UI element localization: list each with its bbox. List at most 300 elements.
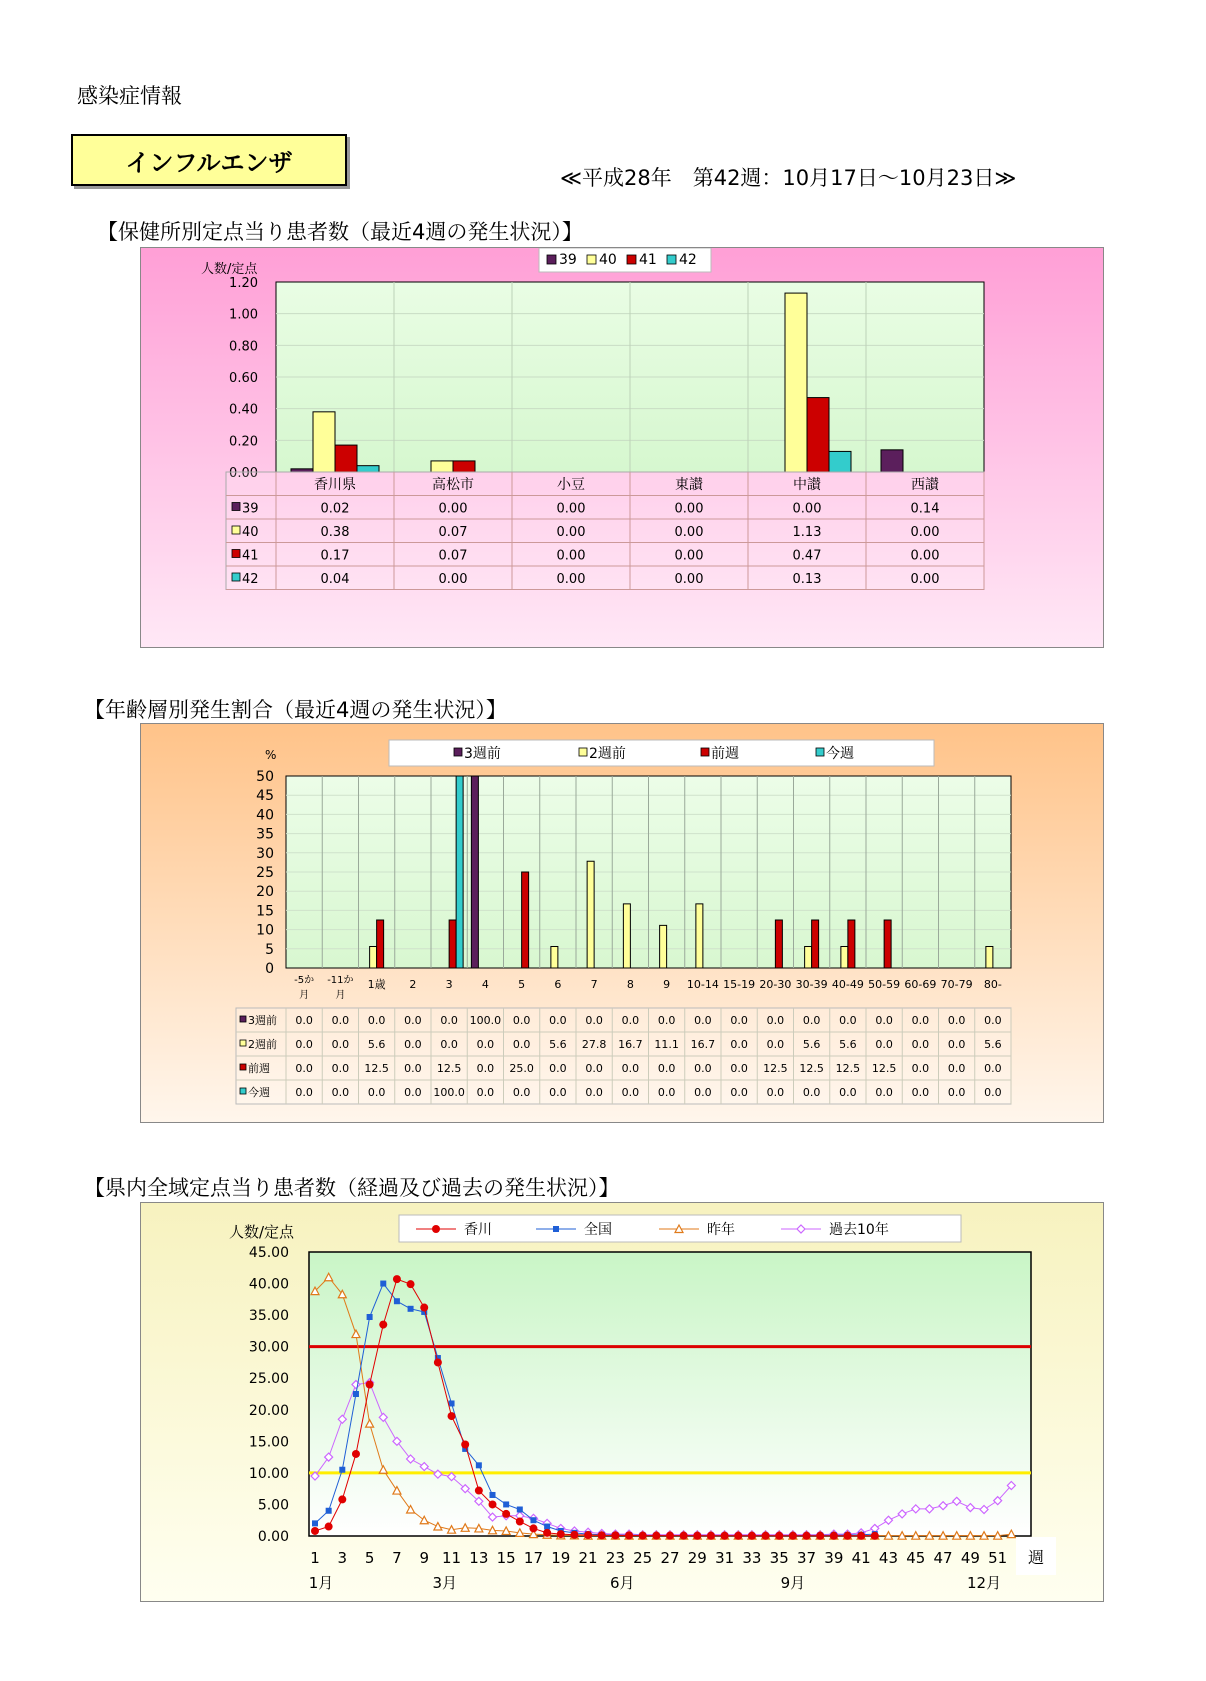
chart2-data-label: 0.0 <box>440 1038 458 1051</box>
bar-39-西讃 <box>881 450 903 472</box>
chart1-data-label: 0.04 <box>320 572 350 587</box>
chart3-x-tick: 25 <box>633 1549 653 1567</box>
legend-swatch-3週前 <box>454 748 462 756</box>
chart3-x-tick: 23 <box>605 1549 625 1567</box>
point-香川-w30 <box>707 1532 715 1540</box>
point-香川-w33 <box>748 1532 756 1540</box>
section-title-trend: 【県内全域定点当り患者数（経過及び過去の発生状況）】 <box>84 1176 620 1200</box>
chart2-data-label: 0.0 <box>694 1014 712 1027</box>
chart3-x-tick: 35 <box>769 1549 789 1567</box>
chart2-data-label: 0.0 <box>766 1086 785 1099</box>
chart1-data-label: 0.47 <box>792 548 822 564</box>
chart3-x-tick: 19 <box>551 1549 571 1567</box>
chart2-data-label: 0.0 <box>911 1062 930 1075</box>
point-香川-w10 <box>434 1358 442 1366</box>
chart3-plot-area <box>309 1252 1031 1536</box>
legend-label-2週前: 2週前 <box>589 746 626 762</box>
chart2-y-tick: 0 <box>265 961 274 977</box>
legend-label-40: 40 <box>599 252 617 268</box>
chart2-data-label: 0.0 <box>875 1086 893 1099</box>
chart1-data-label: 0.00 <box>556 572 586 587</box>
bar-前週-5 <box>522 872 529 968</box>
chart3-y-tick: 30.00 <box>248 1339 289 1356</box>
bar-2週前-9 <box>660 925 667 968</box>
chart2-data-label: 100.0 <box>433 1086 465 1099</box>
legend-label-前週: 前週 <box>711 746 739 762</box>
chart3-y-tick: 15.00 <box>248 1434 289 1451</box>
x-axis-unit: 週 <box>1016 1537 1056 1575</box>
chart2-data-label: 0.0 <box>802 1014 821 1027</box>
chart2-y-tick: 30 <box>256 845 274 862</box>
point-香川-w34 <box>762 1532 770 1540</box>
chart2-data-label: 0.0 <box>476 1038 495 1051</box>
chart2-category-label: 7 <box>590 978 598 991</box>
chart2-y-tick: 35 <box>256 826 274 843</box>
chart3-x-tick: 51 <box>988 1549 1008 1567</box>
legend-swatch-39 <box>547 255 556 264</box>
bar-40-高松市 <box>431 461 453 472</box>
chart2-data-label: 0.0 <box>295 1086 313 1099</box>
bar-41-中讃 <box>807 398 829 472</box>
chart3-y-tick: 25.00 <box>248 1371 289 1388</box>
chart3-x-tick: 43 <box>878 1549 899 1567</box>
point-香川-w4 <box>352 1450 360 1458</box>
chart2-data-label: 0.0 <box>404 1062 422 1075</box>
chart2-category-label: 40-49 <box>831 978 864 991</box>
point-香川-w1 <box>311 1527 319 1535</box>
point-香川-w18 <box>543 1529 551 1537</box>
point-香川-w19 <box>557 1530 565 1538</box>
chart2-data-label: 0.0 <box>730 1062 748 1075</box>
chart1-category-label: 高松市 <box>432 477 474 493</box>
chart1-data-label: 0.38 <box>320 525 350 540</box>
chart2-y-tick: 15 <box>256 903 274 920</box>
point-香川-w41 <box>857 1532 865 1540</box>
chart2-category-label: 70-79 <box>940 978 973 991</box>
chart2-data-label: 0.0 <box>730 1014 748 1027</box>
chart1-row-label-40: 40 <box>242 525 259 540</box>
bar-42-中讃 <box>829 451 851 472</box>
chart2-data-label: 0.0 <box>512 1038 531 1051</box>
chart3-month-label: 1月 <box>308 1574 334 1592</box>
chart2-data-label: 5.6 <box>367 1038 386 1051</box>
bar-前週-50-59 <box>884 920 891 968</box>
chart2-category-label: 80- <box>983 978 1002 991</box>
bar-前週-40-49 <box>848 920 855 968</box>
chart3-x-tick: 15 <box>496 1549 516 1567</box>
chart3-y-tick: 40.00 <box>248 1276 289 1293</box>
legend-swatch-2週前 <box>579 748 587 756</box>
chart-trend <box>141 1203 1103 1601</box>
chart2-data-label: 0.0 <box>295 1062 313 1075</box>
chart2-y-tick: 45 <box>256 788 274 805</box>
chart1-data-label: 0.02 <box>320 501 350 517</box>
chart3-month-label: 9月 <box>780 1574 806 1592</box>
point-香川-w39 <box>830 1532 838 1540</box>
chart2-data-label: 0.0 <box>730 1086 748 1099</box>
point-全国-w18 <box>544 1524 550 1530</box>
section-title-age-group: 【年齢層別発生割合（最近4週の発生状況）】 <box>84 698 507 722</box>
point-全国-w3 <box>339 1467 345 1473</box>
point-香川-w36 <box>789 1532 797 1540</box>
chart2-data-label: 0.0 <box>984 1014 1002 1027</box>
chart2-data-label: 0.0 <box>657 1062 676 1075</box>
chart2-data-label: 0.0 <box>911 1014 930 1027</box>
chart2-category-label: -5か月 <box>294 975 315 1001</box>
chart2-data-label: 0.0 <box>657 1014 676 1027</box>
bar-2週前-7 <box>587 861 594 968</box>
chart2-data-label: 0.0 <box>839 1014 857 1027</box>
legend-marker-全国 <box>553 1226 559 1232</box>
chart1-data-label: 0.07 <box>438 548 468 564</box>
chart3-y-tick: 5.00 <box>257 1497 289 1514</box>
chart3-x-tick: 21 <box>578 1549 598 1567</box>
point-香川-w22 <box>598 1531 606 1539</box>
legend-swatch-前週 <box>701 748 709 756</box>
chart3-x-tick: 11 <box>441 1549 462 1567</box>
chart3-x-tick: 9 <box>419 1549 430 1567</box>
chart3-x-tick: 5 <box>364 1549 375 1567</box>
point-香川-w14 <box>489 1500 497 1508</box>
point-全国-w14 <box>490 1492 496 1498</box>
chart2-data-label: 5.6 <box>802 1038 821 1051</box>
legend-swatch-今週 <box>816 748 824 756</box>
legend-swatch-41 <box>627 255 636 264</box>
point-香川-w28 <box>680 1532 688 1540</box>
chart2-data-label: 0.0 <box>295 1038 313 1051</box>
chart2-category-label: 9 <box>663 978 671 991</box>
chart2-data-label: 0.0 <box>367 1014 386 1027</box>
point-香川-w24 <box>625 1531 633 1539</box>
chart2-category-label: 2 <box>409 978 417 991</box>
point-香川-w2 <box>325 1523 333 1531</box>
bar-42-香川県 <box>357 466 379 472</box>
chart2-row-swatch-2週前 <box>240 1040 246 1046</box>
bar-2週前-80- <box>986 946 993 968</box>
point-全国-w5 <box>367 1314 373 1320</box>
chart1-row-swatch-39 <box>232 503 240 511</box>
point-全国-w7 <box>394 1298 400 1304</box>
chart2-data-label: 0.0 <box>947 1062 966 1075</box>
chart1-data-label: 0.00 <box>910 572 940 587</box>
chart3-month-label: 6月 <box>609 1574 635 1592</box>
point-全国-w17 <box>530 1517 536 1523</box>
chart2-data-label: 0.0 <box>404 1014 422 1027</box>
point-香川-w42 <box>871 1532 879 1540</box>
point-香川-w27 <box>666 1532 674 1540</box>
point-香川-w20 <box>570 1531 578 1539</box>
chart1-data-label: 1.13 <box>792 525 822 540</box>
chart2-y-tick: 20 <box>256 884 274 901</box>
point-香川-w31 <box>721 1532 729 1540</box>
chart1-row-swatch-41 <box>232 550 240 558</box>
chart2-data-label: 0.0 <box>875 1014 893 1027</box>
chart3-x-tick: 33 <box>742 1549 762 1567</box>
chart3-x-tick: 49 <box>960 1549 980 1567</box>
chart2-data-label: 5.6 <box>984 1038 1002 1051</box>
chart3-x-tick: 31 <box>715 1549 735 1567</box>
chart2-data-label: 0.0 <box>331 1038 350 1051</box>
point-香川-w3 <box>338 1495 346 1503</box>
chart2-data-label: 5.6 <box>839 1038 857 1051</box>
chart1-data-label: 0.00 <box>674 501 704 517</box>
chart3-x-tick: 45 <box>906 1549 926 1567</box>
bar-2週前-1歳 <box>370 946 377 968</box>
chart1-data-label: 0.00 <box>556 525 586 540</box>
legend-label-香川: 香川 <box>464 1222 492 1238</box>
chart2-data-label: 16.7 <box>618 1038 643 1051</box>
chart2-category-label: 10-14 <box>686 978 719 991</box>
chart1-data-label: 0.07 <box>438 525 468 540</box>
chart2-category-label: 20-30 <box>759 978 792 991</box>
point-香川-w12 <box>461 1440 469 1448</box>
point-全国-w6 <box>380 1281 386 1287</box>
chart2-data-label: 0.0 <box>947 1038 966 1051</box>
chart2-category-label: -11か月 <box>327 975 354 1001</box>
chart2-data-label: 0.0 <box>621 1086 640 1099</box>
chart2-data-label: 0.0 <box>549 1086 567 1099</box>
point-香川-w38 <box>816 1532 824 1540</box>
chart1-row-swatch-40 <box>232 526 240 534</box>
point-香川-w6 <box>379 1321 387 1329</box>
chart3-y-tick: 20.00 <box>248 1402 289 1419</box>
chart2-data-label: 0.0 <box>730 1038 748 1051</box>
chart2-data-label: 0.0 <box>621 1014 640 1027</box>
chart2-category-label: 5 <box>518 978 526 991</box>
chart3-y-tick: 45.00 <box>248 1245 289 1261</box>
point-香川-w35 <box>775 1532 783 1540</box>
point-香川-w37 <box>803 1532 811 1540</box>
legend-label-3週前: 3週前 <box>464 746 501 762</box>
section-title-health-center: 【保健所別定点当り患者数（最近4週の発生状況）】 <box>97 220 583 244</box>
chart2-data-label: 0.0 <box>585 1086 603 1099</box>
chart2-data-label: 27.8 <box>581 1038 607 1051</box>
chart2-data-label: 12.5 <box>436 1062 462 1075</box>
point-香川-w5 <box>366 1381 374 1389</box>
chart2-category-label: 1歳 <box>367 978 386 991</box>
legend-label-過去10年: 過去10年 <box>829 1222 889 1238</box>
chart1-row-label-42: 42 <box>242 572 259 587</box>
chart2-data-label: 0.0 <box>984 1086 1002 1099</box>
chart3-x-tick: 17 <box>523 1549 544 1567</box>
chart2-y-tick: 50 <box>256 769 274 785</box>
chart1-y-tick: 0.40 <box>229 402 258 418</box>
chart2-data-label: 0.0 <box>549 1062 567 1075</box>
point-香川-w9 <box>420 1304 428 1312</box>
chart1-data-label: 0.00 <box>556 548 586 564</box>
legend-label-昨年: 昨年 <box>707 1222 735 1238</box>
chart2-y-tick: 5 <box>265 941 274 958</box>
chart2-data-label: 0.0 <box>585 1062 603 1075</box>
point-香川-w25 <box>639 1532 647 1540</box>
point-香川-w13 <box>475 1487 483 1495</box>
bar-2週前-10-14 <box>696 904 703 968</box>
chart2-data-label: 0.0 <box>367 1086 386 1099</box>
chart1-row-label-39: 39 <box>242 501 259 517</box>
point-香川-w16 <box>516 1517 524 1525</box>
point-全国-w11 <box>449 1400 455 1406</box>
chart2-data-label: 0.0 <box>549 1014 567 1027</box>
point-香川-w8 <box>407 1280 415 1288</box>
chart1-data-label: 0.14 <box>910 501 940 517</box>
legend-marker-香川 <box>432 1225 440 1233</box>
chart1-data-label: 0.00 <box>438 501 468 517</box>
chart2-category-label: 4 <box>481 978 489 991</box>
chart3-x-tick: 39 <box>824 1549 844 1567</box>
chart1-data-label: 0.00 <box>910 548 940 564</box>
bar-前週-20-30 <box>775 920 782 968</box>
chart2-row-swatch-今週 <box>240 1088 246 1094</box>
chart-health-center <box>141 248 1103 647</box>
chart2-data-label: 0.0 <box>694 1086 712 1099</box>
point-香川-w26 <box>652 1532 660 1540</box>
bar-41-高松市 <box>453 461 475 472</box>
chart1-row-swatch-42 <box>232 573 240 581</box>
chart2-data-label: 0.0 <box>766 1038 785 1051</box>
point-香川-w15 <box>502 1510 510 1518</box>
chart2-data-label: 0.0 <box>295 1014 313 1027</box>
point-香川-w29 <box>693 1532 701 1540</box>
chart2-category-label: 15-19 <box>723 978 756 991</box>
bar-前週-1歳 <box>377 920 384 968</box>
chart2-data-label: 0.0 <box>331 1062 350 1075</box>
chart3-month-label: 3月 <box>432 1574 457 1592</box>
bar-今週-3 <box>456 776 463 968</box>
chart3-x-tick: 7 <box>392 1549 402 1567</box>
chart1-data-label: 0.00 <box>438 572 468 587</box>
chart2-category-label: 6 <box>554 978 562 991</box>
legend-label-42: 42 <box>679 252 697 268</box>
chart2-data-label: 0.0 <box>331 1086 350 1099</box>
point-全国-w4 <box>353 1391 359 1397</box>
point-香川-w23 <box>611 1531 619 1539</box>
chart2-data-label: 5.6 <box>549 1038 567 1051</box>
chart2-data-label: 0.0 <box>766 1014 785 1027</box>
chart1-data-label: 0.00 <box>674 525 704 540</box>
chart2-data-label: 0.0 <box>947 1014 966 1027</box>
point-全国-w2 <box>326 1508 332 1514</box>
chart-panel-age-group <box>140 723 1104 1123</box>
chart2-data-label: 0.0 <box>476 1086 495 1099</box>
chart1-data-label: 0.00 <box>910 525 940 540</box>
chart1-data-label: 0.00 <box>792 501 822 517</box>
chart3-month-label: 12月 <box>966 1574 1002 1592</box>
chart3-y-tick: 0.00 <box>257 1529 289 1545</box>
chart1-y-tick: 0.20 <box>229 434 258 450</box>
chart2-data-label: 0.0 <box>984 1062 1002 1075</box>
report-period: ≪平成28年 第42週：10月17日～10月23日≫ <box>560 166 1017 190</box>
chart2-row-label-前週: 前週 <box>248 1062 270 1075</box>
chart-age-group <box>141 724 1103 1122</box>
bar-2週前-40-49 <box>841 946 848 968</box>
legend-label-全国: 全国 <box>584 1222 612 1238</box>
point-香川-w17 <box>529 1524 537 1532</box>
chart1-data-label: 0.00 <box>674 548 704 564</box>
chart2-row-label-2週前: 2週前 <box>248 1038 277 1051</box>
point-全国-w1 <box>312 1520 318 1526</box>
bar-前週-3 <box>449 920 456 968</box>
chart2-data-label: 0.0 <box>911 1038 930 1051</box>
chart3-y-tick: 35.00 <box>248 1308 289 1325</box>
chart1-row-label-41: 41 <box>242 548 259 564</box>
chart1-category-label: 中讃 <box>793 477 821 493</box>
chart2-data-label: 0.0 <box>512 1014 531 1027</box>
legend-swatch-42 <box>667 255 676 264</box>
legend-label-41: 41 <box>639 252 657 268</box>
chart2-data-label: 0.0 <box>802 1086 821 1099</box>
chart2-data-label: 0.0 <box>404 1038 422 1051</box>
chart2-y-tick: 40 <box>256 807 274 824</box>
chart2-data-label: 0.0 <box>911 1086 930 1099</box>
bar-2週前-6 <box>551 946 558 968</box>
chart2-category-label: 8 <box>626 978 634 991</box>
document-title: 感染症情報 <box>77 84 182 108</box>
bar-40-中讃 <box>785 293 807 472</box>
point-全国-w8 <box>408 1306 414 1312</box>
chart3-x-tick: 29 <box>687 1549 707 1567</box>
chart3-x-tick: 3 <box>337 1549 348 1567</box>
chart1-category-label: 西讃 <box>911 477 939 493</box>
chart3-y-tick: 10.00 <box>248 1465 289 1482</box>
chart3-x-tick: 27 <box>660 1549 680 1567</box>
point-香川-w11 <box>448 1412 456 1420</box>
bar-3週前-4 <box>471 776 478 968</box>
chart2-data-label: 0.0 <box>440 1014 458 1027</box>
chart2-data-label: 12.5 <box>835 1062 861 1075</box>
bar-2週前-8 <box>623 904 630 968</box>
chart2-y-tick: 25 <box>256 865 274 881</box>
chart1-data-label: 0.00 <box>556 501 586 517</box>
chart2-data-label: 0.0 <box>947 1086 966 1099</box>
chart1-y-tick: 1.00 <box>229 307 258 323</box>
bar-41-香川県 <box>335 445 357 472</box>
chart3-x-tick: 47 <box>933 1549 953 1567</box>
chart2-category-label: 50-59 <box>868 978 901 991</box>
chart2-data-label: 0.0 <box>585 1014 603 1027</box>
bar-前週-30-39 <box>812 920 819 968</box>
chart1-y-axis-label: 人数/定点 <box>201 262 258 277</box>
legend-swatch-40 <box>587 255 596 264</box>
chart2-category-label: 30-39 <box>795 978 828 991</box>
point-全国-w15 <box>503 1501 509 1507</box>
chart2-data-label: 12.5 <box>364 1062 389 1075</box>
chart2-data-label: 12.5 <box>799 1062 824 1075</box>
chart2-y-axis-label: % <box>265 748 277 762</box>
chart2-data-label: 11.1 <box>654 1038 679 1051</box>
chart1-data-label: 0.17 <box>320 548 350 564</box>
chart2-data-label: 0.0 <box>404 1086 422 1099</box>
chart1-category-label: 東讃 <box>675 477 703 493</box>
disease-name: インフルエンザ <box>125 148 293 177</box>
chart1-data-label: 0.00 <box>674 572 704 587</box>
chart1-category-label: 小豆 <box>557 477 585 493</box>
legend-label-39: 39 <box>559 252 577 268</box>
point-香川-w32 <box>734 1532 742 1540</box>
point-香川-w21 <box>584 1531 592 1539</box>
chart2-category-label: 3 <box>445 978 453 991</box>
chart2-data-label: 0.0 <box>512 1086 531 1099</box>
chart-panel-trend <box>140 1202 1104 1602</box>
chart3-y-axis-label: 人数/定点 <box>229 1223 295 1241</box>
chart2-data-label: 0.0 <box>839 1086 857 1099</box>
chart2-data-label: 100.0 <box>469 1014 502 1027</box>
chart2-y-tick: 10 <box>256 922 274 939</box>
point-香川-w7 <box>393 1275 401 1283</box>
chart2-data-label: 0.0 <box>875 1038 893 1051</box>
chart3-x-tick: 1 <box>310 1549 320 1567</box>
chart1-y-tick: 1.20 <box>229 276 258 291</box>
chart2-data-label: 12.5 <box>871 1062 897 1075</box>
